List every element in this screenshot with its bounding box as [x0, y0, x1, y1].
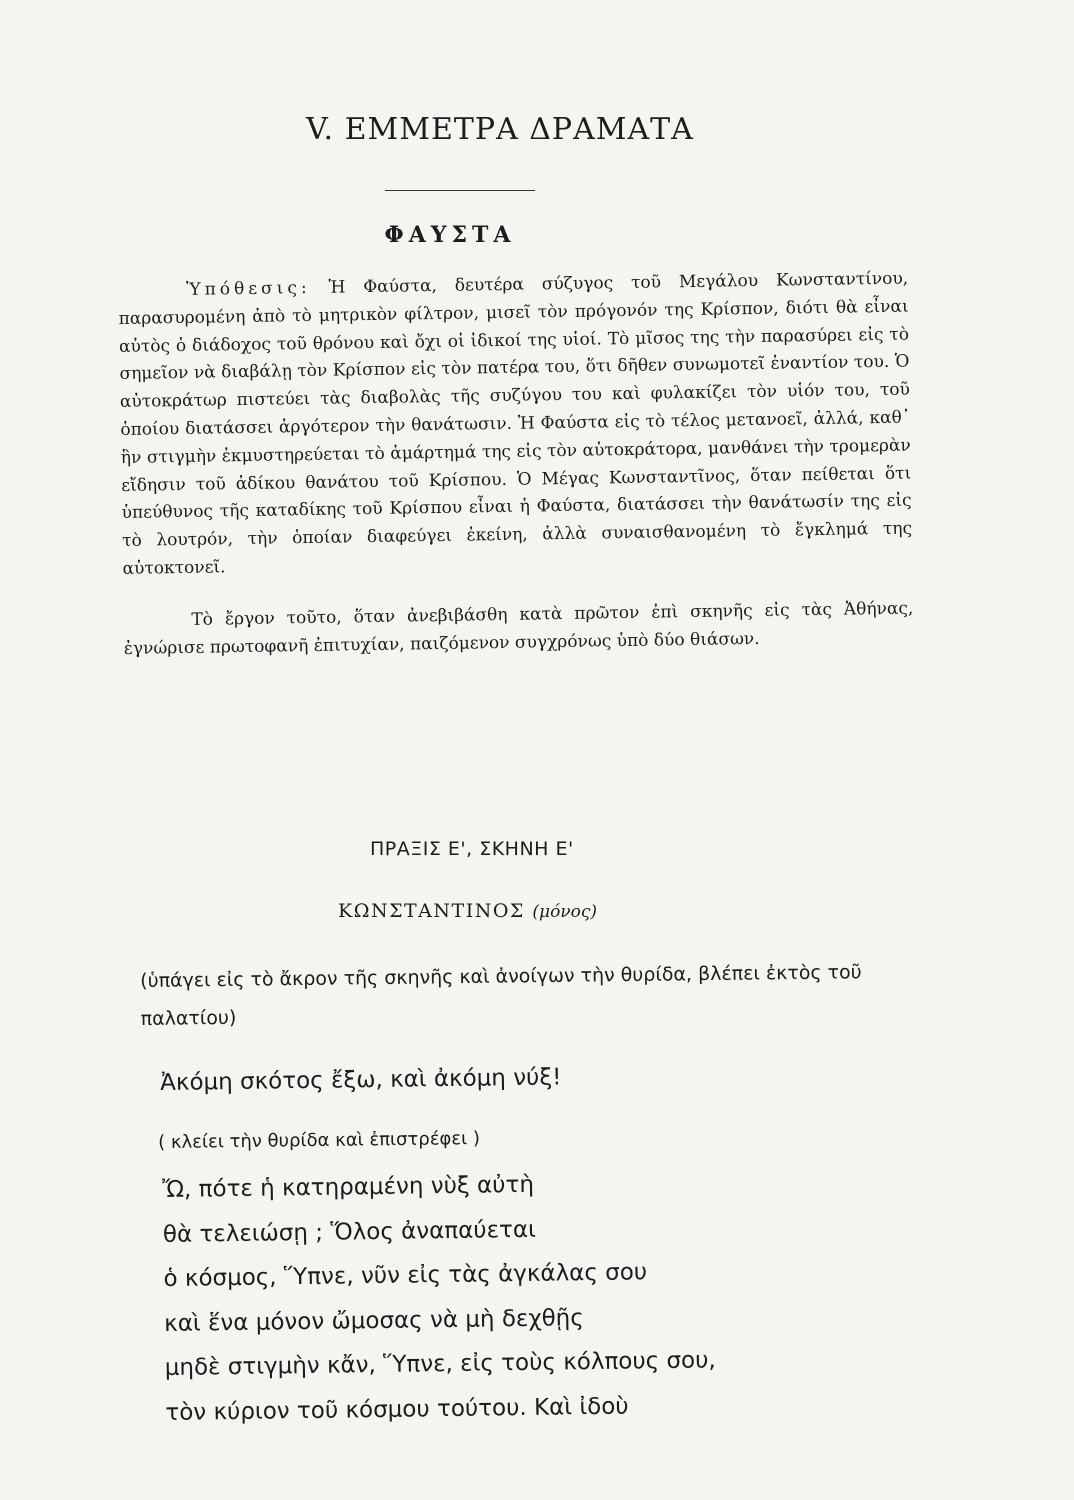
synopsis-text-1: Ἡ Φαύστα, δευτέρα σύζυγος τοῦ Μεγάλου Κωνσταντίνου, παρασυρομένη ἀπὸ τὸ μητρικὸν φίλτρον, μισεῖ τὸν πρόγονόν της Κρίσπον, διότι θὰ εἶναι αὐτὸς ὁ διάδοχος τοῦ θρόνου καὶ ὄχι οἱ ἰδικοί της υἱοί. Τὸ μῖσος της τὴν παρασύρει εἰς τὸ σημεῖον νὰ διαβάλῃ τὸν Κρίσπον εἰς τὸν πατέρα του, ὅτι δῆθεν συνωμοτεῖ ἐναντίον του. Ὁ αὐτοκράτωρ πιστεύει τὰς διαβολὰς τῆς συζύγου του καὶ φυλακίζει τὸν υἱόν του, τοῦ ὁποίου διατάσσει ἀργότερον τὴν θανάτωσιν. Ἡ Φαύστα εἰς τὸ τέλος μετανοεῖ, ἀλλά, καθ᾽ ἣν στιγμὴν ἐκμυστηρεύεται τὸ ἁμάρτημά της εἰς τὸν αὐτοκράτορα, μανθάνει τὴν τρομερὰν εἴδησιν τοῦ ἀδίκου θανάτου τοῦ Κρίσπου. Ὁ Μέγας Κωνσταντῖνος, ὅταν πείθεται ὅτι ὑπεύθυνος τῆς καταδίκης τοῦ Κρίσπου εἶναι ἡ Φαύστα, διατάσσει τὴν θανάτωσίν της εἰς τὸ λουτρόν, τὴν ὁποίαν διαφεύγει ἐκείνη, ἀλλὰ συναισθανομένη τὸ ἔγκλημά της αὐτοκτονεῖ.: [118, 268, 913, 579]
act-scene-heading: ΠΡΑΞΙΣ Ε', ΣΚΗΝΗ Ε': [370, 838, 574, 860]
speaker-heading: [338, 900, 597, 922]
verse-line: τὸν κύριον τοῦ κόσμου τούτου. Καὶ ἰδοὺ: [165, 1393, 629, 1426]
synopsis-paragraph-2: Τὸ ἔργον τοῦτο, ὅταν ἀνεβιβάσθη κατὰ πρῶτον ἐπὶ σκηνῆς εἰς τὰς Ἀθήνας, ἐγνώρισε πρωτοφανῆ ἐπιτυχίαν, παιζόμενον συγχρόνως ὑπὸ δύο θιάσων.: [123, 598, 914, 659]
synopsis: [118, 266, 914, 664]
synopsis-paragraph-1: [118, 266, 913, 584]
verse-line: καὶ ἕνα μόνον ὤμοσας νὰ μὴ δεχθῇς: [163, 1304, 584, 1337]
chapter-title: V. ΕΜΜΕΤΡΑ ΔΡΑΜΑΤΑ: [306, 112, 694, 147]
verse-line: ὁ κόσμος, Ὕπνε, νῦν εἰς τὰς ἀγκάλας σου: [163, 1259, 648, 1293]
verse-block: [162, 1160, 717, 1435]
synopsis-label: Ὑπόθεσις:: [186, 277, 311, 300]
title-divider: [385, 190, 535, 191]
speaker-note: (μόνος): [532, 902, 598, 922]
verse-line: μηδὲ στιγμὴν κἄν, Ὕπνε, εἰς τοὺς κόλπους σου,: [164, 1347, 716, 1382]
speaker-name: ΚΩΝΣΤΑΝΤΙΝΟΣ: [338, 900, 525, 922]
verse-line: θὰ τελειώσῃ ; Ὅλος ἀναπαύεται: [162, 1216, 537, 1248]
verse-line: Ὤ, πότε ἡ κατηραμένη νὺξ αὐτὴ: [162, 1171, 535, 1203]
stage-direction-2: ( κλείει τὴν θυρίδα καὶ ἐπιστρέφει ): [158, 1128, 481, 1153]
play-title: ΦΑΥΣΤΑ: [384, 222, 516, 248]
stage-direction-1: (ὑπάγει εἰς τὸ ἄκρον τῆς σκηνῆς καὶ ἀνοίγων τὴν θυρίδα, βλέπει ἐκτὸς τοῦ παλατίου): [140, 961, 862, 1030]
verse-opening-line: Ἀκόμη σκότος ἔξω, καὶ ἀκόμη νύξ!: [160, 1064, 562, 1096]
